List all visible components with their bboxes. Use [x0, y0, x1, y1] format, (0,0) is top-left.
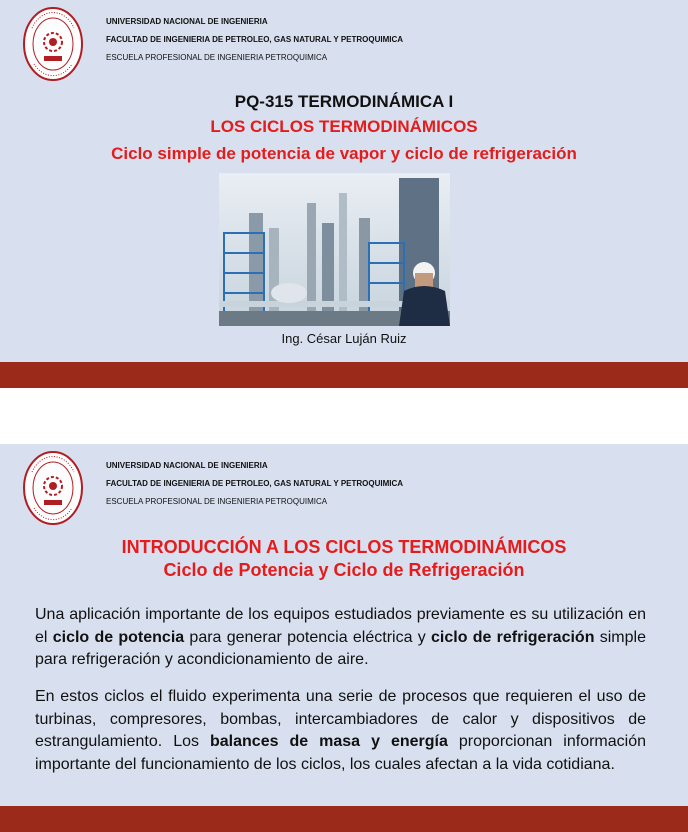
- faculty-name: FACULTAD DE INGENIERIA DE PETROLEO, GAS NATURAL Y PETROQUIMICA: [106, 35, 404, 44]
- slide-title: LOS CICLOS TERMODINÁMICOS: [210, 117, 478, 136]
- title-slide: [0, 0, 688, 388]
- school-name: ESCUELA PROFESIONAL DE INGENIERIA PETROQUIMICA: [106, 497, 328, 506]
- university-name: UNIVERSIDAD NACIONAL DE INGENIERIA: [106, 17, 268, 26]
- university-seal-logo: [22, 6, 84, 82]
- refinery-photo: [219, 173, 450, 326]
- paragraph-text: proporcionan información importante del funcionamiento de los ciclos, los cuales afectan a la vida cotidiana.: [35, 733, 647, 773]
- intro-paragraph-2: [35, 686, 646, 776]
- institution-header: [106, 13, 403, 67]
- institution-header: [106, 457, 403, 511]
- footer-bar: [0, 362, 688, 388]
- author-name: Ing. César Luján Ruiz: [281, 331, 407, 346]
- slide-title: INTRODUCCIÓN A LOS CICLOS TERMODINÁMICOS: [121, 537, 567, 557]
- intro-slide: [0, 444, 688, 832]
- paragraph-text: simple para refrigeración y acondicionamiento de aire.: [35, 628, 646, 668]
- paragraph-text: En estos ciclos el fluido experimenta una serie de procesos que requieren el uso de turbinas, compresores, bombas, intercambiadores de calor y dispositivos de estrangulamiento. Los: [35, 688, 646, 750]
- footer-bar: [0, 806, 688, 832]
- slide-subtitle: Ciclo de Potencia y Ciclo de Refrigeración: [163, 560, 525, 580]
- university-name: UNIVERSIDAD NACIONAL DE INGENIERIA: [106, 461, 268, 470]
- faculty-name: FACULTAD DE INGENIERIA DE PETROLEO, GAS NATURAL Y PETROQUIMICA: [106, 479, 404, 488]
- paragraph-text: para generar potencia eléctrica y: [184, 628, 431, 646]
- highlight-term: ciclo de potencia: [52, 628, 185, 646]
- highlight-term: balances de masa y energía: [210, 733, 448, 750]
- slide-subtitle: Ciclo simple de potencia de vapor y ciclo de refrigeración: [111, 144, 577, 163]
- intro-paragraph-1: [35, 604, 646, 672]
- highlight-term: ciclo de refrigeración: [431, 628, 595, 646]
- course-title: PQ-315 TERMODINÁMICA I: [234, 92, 454, 111]
- school-name: ESCUELA PROFESIONAL DE INGENIERIA PETROQUIMICA: [106, 53, 328, 62]
- university-seal-logo: [22, 450, 84, 526]
- paragraph-text: Una aplicación importante de los equipos estudiados previamente es su utilización en el: [35, 606, 646, 646]
